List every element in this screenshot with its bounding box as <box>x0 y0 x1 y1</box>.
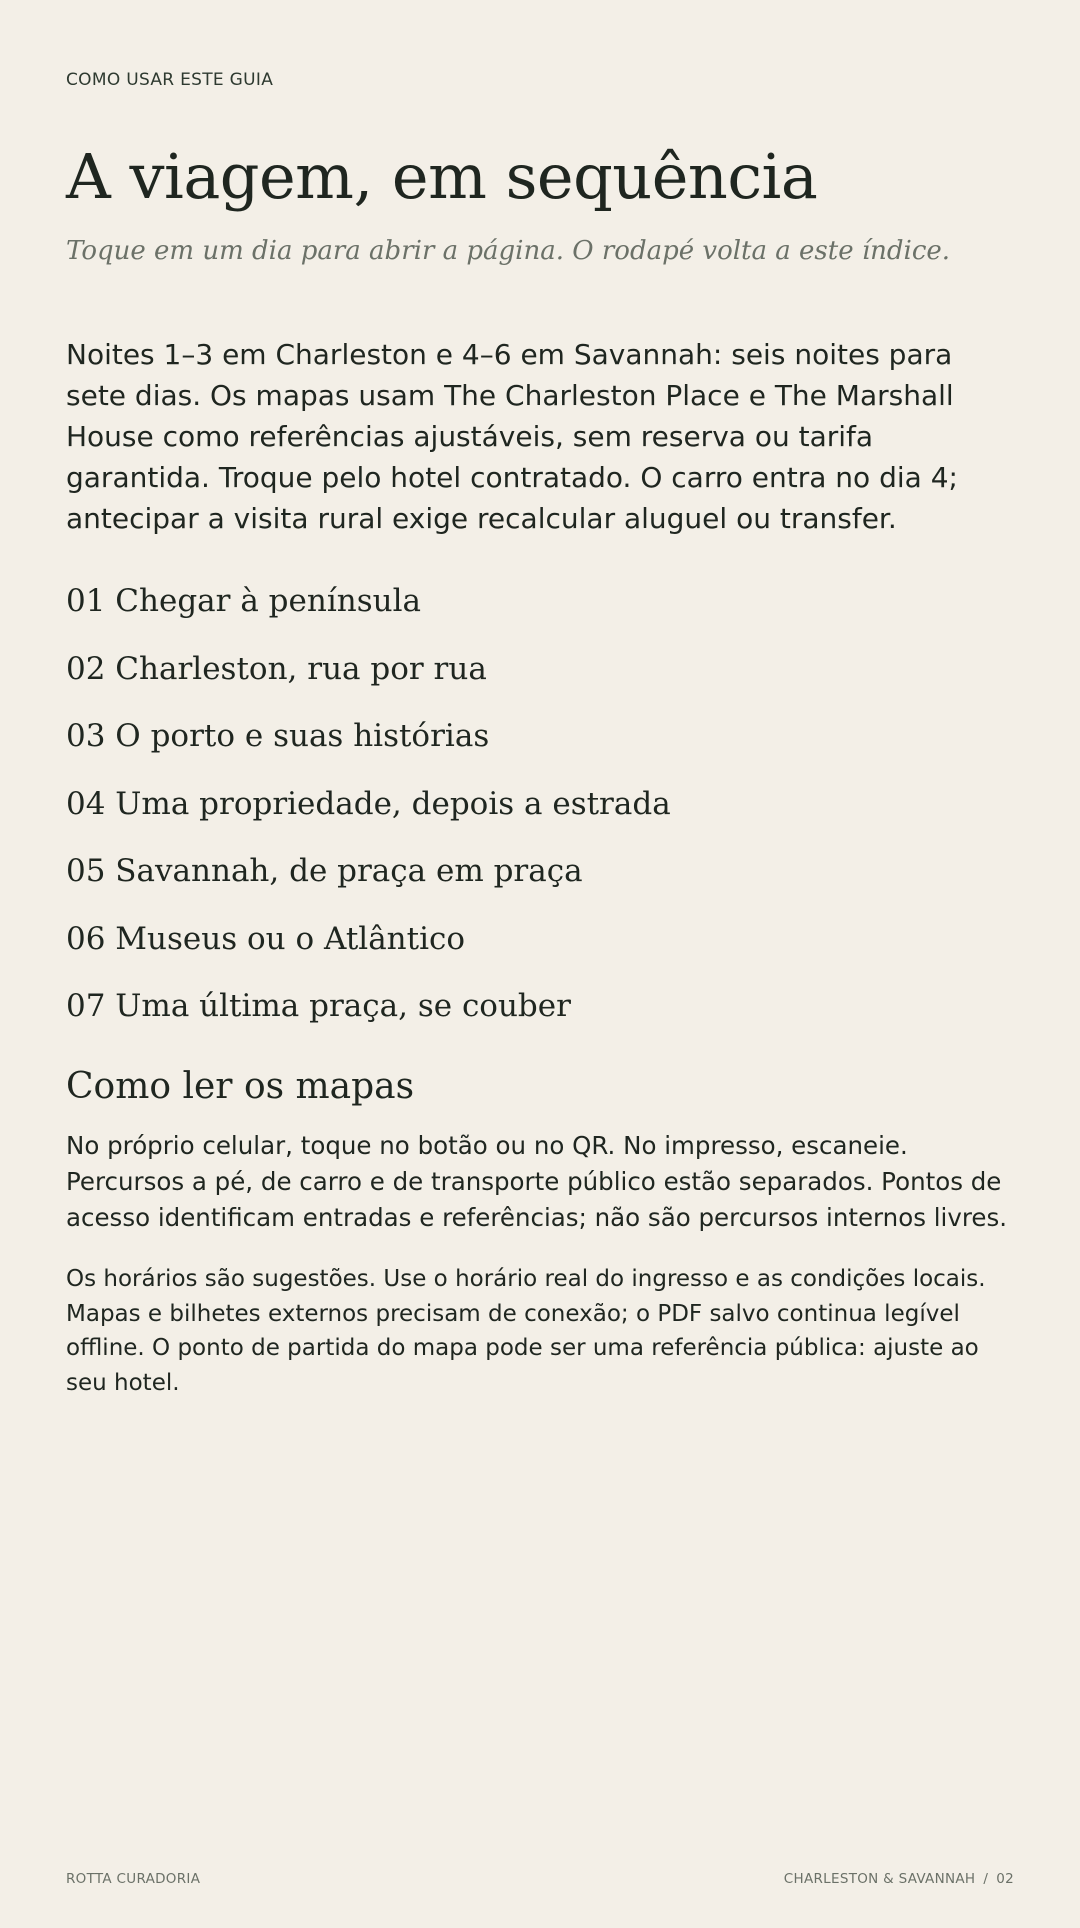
maps-section-heading: Como ler os mapas <box>66 1066 415 1107</box>
toc-item-day-03[interactable]: 03 O porto e suas histórias <box>66 718 490 754</box>
guide-page <box>66 0 1014 1928</box>
toc-item-day-07[interactable]: 07 Uma última praça, se couber <box>66 988 571 1024</box>
footer-brand[interactable]: ROTTA CURADORIA <box>66 1871 201 1887</box>
footer-page-number: 02 <box>996 1871 1014 1887</box>
footer-page-info <box>784 1871 1014 1887</box>
intro-paragraph: Noites 1–3 em Charleston e 4–6 em Savannah: seis noites para sete dias. Os mapas usam The Charleston Place e The Marshall House como referências ajustáveis, sem reserva ou tarifa garantida. Troque pelo hotel contratado. O carro entra no dia 4; antecipar a visita rural exige recalcular aluguel ou transfer. <box>66 338 958 535</box>
maps-paragraph-1: No próprio celular, toque no botão ou no QR. No impresso, escaneie. Percursos a pé, de carro e de transporte público estão separados. Pontos de acesso identificam entradas e referências; não são percursos internos livres. <box>66 1131 1008 1232</box>
footer-guide-name: CHARLESTON & SAVANNAH <box>783 1871 976 1887</box>
toc-item-day-06[interactable]: 06 Museus ou o Atlântico <box>66 920 466 957</box>
footer-separator: / <box>983 1871 989 1887</box>
page-title: A viagem, em sequência <box>66 140 818 213</box>
day-index <box>66 568 1014 1041</box>
section-eyebrow: COMO USAR ESTE GUIA <box>66 70 274 90</box>
page-subtitle: Toque em um dia para abrir a página. O rodapé volta a este índice. <box>66 236 951 266</box>
toc-item-day-01[interactable]: 01 Chegar à península <box>66 583 421 619</box>
toc-item-day-02[interactable]: 02 Charleston, rua por rua <box>66 650 487 687</box>
maps-paragraph-2: Os horários são sugestões. Use o horário real do ingresso e as condições locais. Mapas e bilhetes externos precisam de conexão; o PDF salvo continua legível offline. O ponto de partida do mapa pode ser uma referência pública: ajuste ao seu hotel. <box>66 1266 986 1396</box>
toc-item-day-04[interactable]: 04 Uma propriedade, depois a estrada <box>66 785 671 822</box>
toc-item-day-05[interactable]: 05 Savannah, de praça em praça <box>66 853 583 889</box>
